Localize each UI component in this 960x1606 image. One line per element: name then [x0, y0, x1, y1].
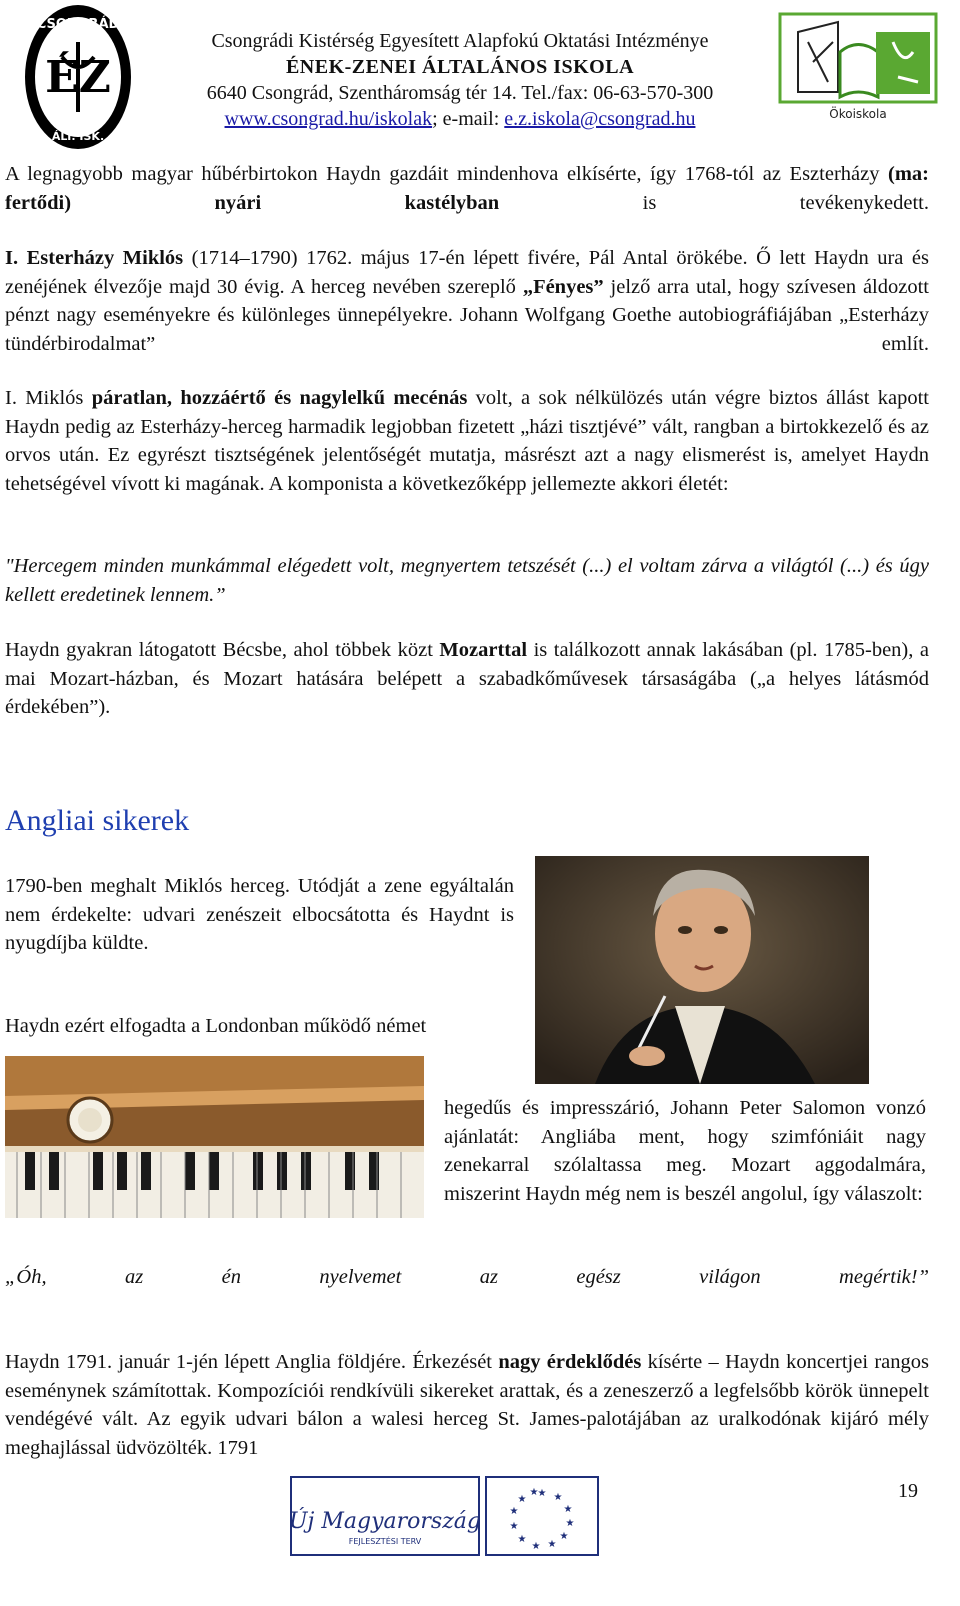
- website-link[interactable]: www.csongrad.hu/iskolak: [224, 108, 433, 130]
- svg-text:★: ★: [509, 1521, 519, 1532]
- section-heading: Angliai sikerek: [5, 804, 190, 837]
- email-link[interactable]: e.z.iskola@csongrad.hu: [504, 108, 696, 130]
- footer-logo-subtext: FEJLESZTÉSI TERV: [348, 1537, 422, 1546]
- para1-text-1: A legnagyobb magyar hűbérbirtokon Haydn gazdáit mindenhova elkísérte, így 1768-tól az Eszterházy: [5, 163, 889, 185]
- school-header: [140, 28, 780, 132]
- svg-text:★: ★: [531, 1541, 541, 1552]
- fortepiano-image: [5, 1056, 424, 1218]
- paragraph-4: [5, 636, 929, 722]
- paragraph-6b: hegedűs és impresszárió, Johann Peter Salomon vonzó ajánlatát: Angliába ment, hogy szimfóniáit nagy zenekarral szólaltassa meg. Mozart aggodalmára, miszerint Haydn még nem is beszél angolul, így válaszolt:: [444, 1097, 926, 1205]
- email-separator: ; e-mail:: [432, 108, 505, 130]
- para2-bold-1: I. Esterházy Miklós: [5, 247, 184, 269]
- paragraph-3: [5, 384, 929, 498]
- svg-text:★: ★: [547, 1539, 557, 1550]
- para1-bold-1: (ma: fertődi) nyári kastélyban: [5, 163, 929, 214]
- quote-2: „Óh, az én nyelvemet az egész világon megértik!”: [5, 1266, 929, 1288]
- para7-bold-1: nagy érdeklődés: [498, 1351, 642, 1373]
- para3-text-1: I. Miklós: [5, 387, 92, 409]
- header-contact: [140, 106, 780, 132]
- school-logo-left: [22, 2, 134, 152]
- para4-text-1: Haydn gyakran látogatott Bécsbe, ahol többek közt: [5, 639, 440, 661]
- svg-text:★: ★: [559, 1531, 569, 1542]
- logo-letters: ÉZ: [45, 52, 111, 103]
- para1-text-2: is tevékenykedett.: [499, 191, 929, 214]
- para2-bold-2: „Fényes”: [522, 275, 604, 298]
- quote-1: "Hercegem minden munkámmal elégedett volt, megnyertem tetszését (...) el voltam zárva a világtól (...) és úgy kellett eredetinek lennem.”: [5, 555, 929, 606]
- para2-text-2: jelző arra utal, hogy szívesen áldozott pénzt nagy eseményekre és különleges ünnepélyekre. Johann Wolfgang Goethe autobiográfiájában „Esterházy tündérbirodalmat” említ.: [5, 275, 929, 355]
- eco-caption: Ökoiskola: [829, 107, 887, 121]
- paragraph-5: 1790-ben meghalt Miklós herceg. Utódját a zene egyáltalán nem érdekelte: udvari zenészeit elbocsátotta és Haydnt is nyugdíjba küldte.: [5, 875, 514, 954]
- new-hungary-logo: [290, 1476, 600, 1558]
- para7-text-1: Haydn 1791. január 1-jén lépett Anglia földjére. Érkezését: [5, 1351, 499, 1373]
- haydn-portrait-image: [535, 856, 869, 1084]
- para3-text-2: volt, a sok nélkülözés után végre biztos állást kapott Haydn pedig az Esterházy-herceg harmadik legjobban fizetett „házi tisztjévé” vált, rangban a birtokkezelő és az orvos után. Ez egyrészt tisztségének jelentőségét mutatja, másrészt azt a nagy elismerést is, amelyet Haydn tehetségével vívott ki magának. A komponista a következőképp jellemezte akkori életét:: [5, 387, 929, 495]
- header-address: 6640 Csongrád, Szentháromság tér 14. Tel./fax: 06-63-570-300: [206, 82, 714, 104]
- header-institution: Csongrádi Kistérség Egyesített Alapfokú Oktatási Intézménye: [211, 30, 709, 52]
- para3-bold-1: páratlan, hozzáértő és nagylelkű mecénás: [91, 387, 468, 409]
- paragraph-7: [5, 1348, 929, 1462]
- eco-school-logo: [778, 12, 938, 124]
- footer-logo-text: Új Magyarország: [290, 1509, 481, 1534]
- svg-text:★: ★: [565, 1518, 575, 1529]
- logo-text-top: CSONGRÁD: [36, 17, 120, 32]
- svg-text:★: ★: [529, 1487, 539, 1498]
- svg-text:★: ★: [537, 1488, 547, 1499]
- paragraph-1: [5, 160, 929, 217]
- logo-text-bottom: ÁLT. ISK.: [51, 130, 105, 143]
- paragraph-6a: Haydn ezért elfogadta a Londonban működő német: [5, 1015, 427, 1037]
- para4-bold-1: Mozarttal: [439, 639, 528, 661]
- svg-text:★: ★: [553, 1492, 563, 1503]
- svg-text:★: ★: [563, 1504, 573, 1515]
- svg-text:★: ★: [517, 1494, 527, 1505]
- para7-text-2: kísérte – Haydn koncertjei rangos eseménynek számítottak. Kompozíciói rendkívüli sikereket arattak, és a zeneszerző a legfelsőbb körök ünnepelt vendégévé vált. Az egyik udvari bálon a walesi herceg St. James-palotájában az uralkodónak kijáró mély meghajlással üdvözölték. 1791: [5, 1351, 929, 1459]
- svg-text:★: ★: [509, 1506, 519, 1517]
- svg-text:★: ★: [517, 1534, 527, 1545]
- paragraph-2: [5, 244, 929, 358]
- para4-text-2: is találkozott annak lakásában (pl. 1785-ben), a mai Mozart-házban, és Mozart hatására belépett a szabadkőművesek társaságába („a helyes látásmód érdekében”).: [5, 639, 929, 718]
- page-number: 19: [898, 1480, 918, 1502]
- para2-text-1: (1714–1790) 1762. május 17-én lépett fivére, Pál Antal örökébe. Ő lett Haydn ura és zenéjének élvezője majd 30 évig. A herceg nevében szereplő: [5, 247, 929, 298]
- header-school-name: ÉNEK-ZENEI ÁLTALÁNOS ISKOLA: [285, 56, 635, 78]
